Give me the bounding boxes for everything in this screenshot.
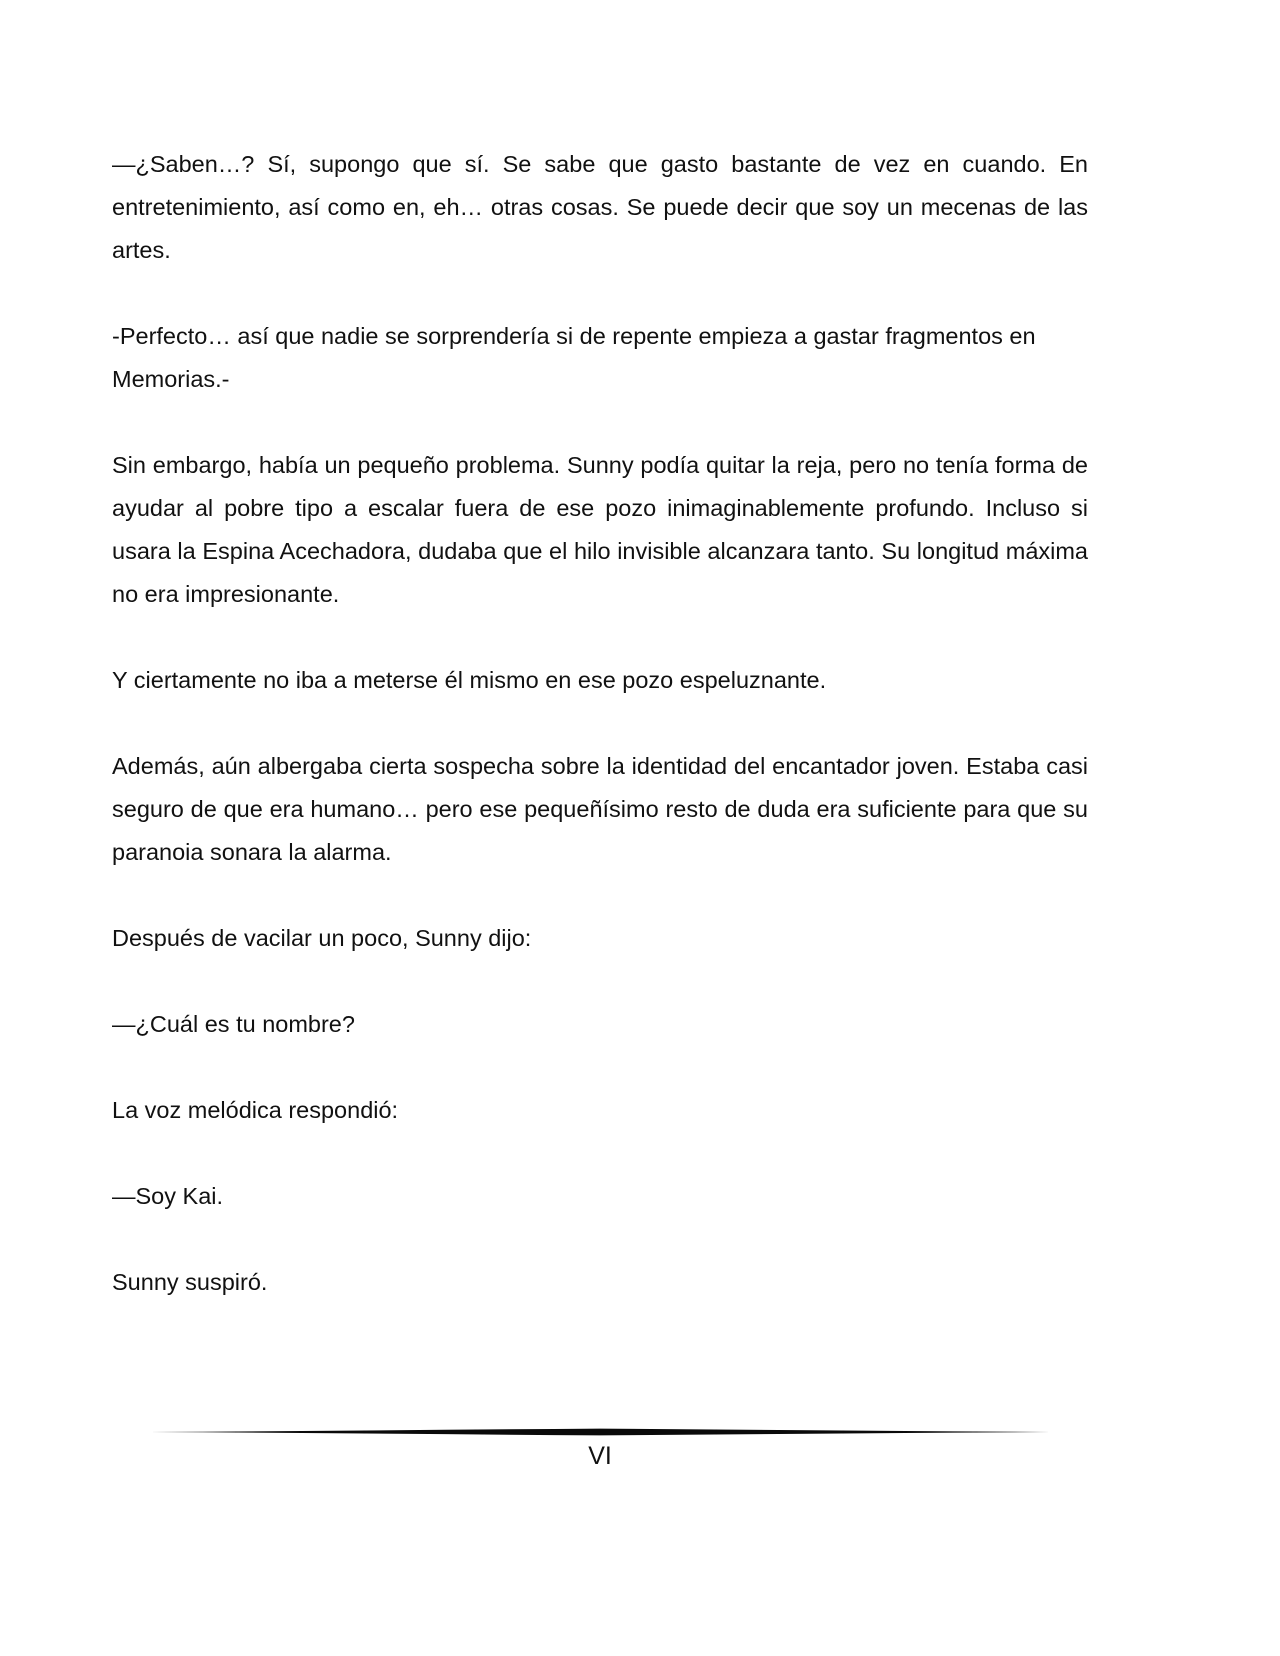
footer-divider-stroke bbox=[150, 1429, 1050, 1436]
paragraph-8: La voz melódica respondió: bbox=[112, 1097, 399, 1123]
paragraph-6: Después de vacilar un poco, Sunny dijo: bbox=[112, 925, 532, 951]
paragraph-4: Y ciertamente no iba a meterse él mismo en ese pozo espeluznante. bbox=[112, 667, 827, 693]
paragraph-3: Sin embargo, había un pequeño problema. Sunny podía quitar la reja, pero no tenía forma de ayudar al pobre tipo a escalar fuera de ese pozo inimaginablemente profundo. Incluso si usara la Espina Acechadora, dudaba que el hilo invisible alcanzara tanto. Su longitud máxima no era impresionante. bbox=[112, 452, 1088, 607]
paragraph-1: —¿Saben…? Sí, supongo que sí. Se sabe que gasto bastante de vez en cuando. En entretenimiento, así como en, eh… otras cosas. Se puede decir que soy un mecenas de las artes. bbox=[112, 151, 1088, 263]
body-text bbox=[112, 143, 1088, 1347]
paragraph-2: -Perfecto… así que nadie se sorprendería si de repente empieza a gastar fragmentos en Memorias.- bbox=[112, 323, 1036, 392]
paragraph-5: Además, aún albergaba cierta sospecha sobre la identidad del encantador joven. Estaba casi seguro de que era humano… pero ese pequeñísimo resto de duda era suficiente para que su paranoia sonara la alarma. bbox=[112, 753, 1088, 865]
paragraph-9: —Soy Kai. bbox=[112, 1183, 224, 1209]
paragraph-7: —¿Cuál es tu nombre? bbox=[112, 1011, 355, 1037]
paragraph-10: Sunny suspiró. bbox=[112, 1269, 268, 1295]
footer-divider bbox=[150, 1426, 1050, 1438]
page-number: VI bbox=[588, 1442, 612, 1470]
